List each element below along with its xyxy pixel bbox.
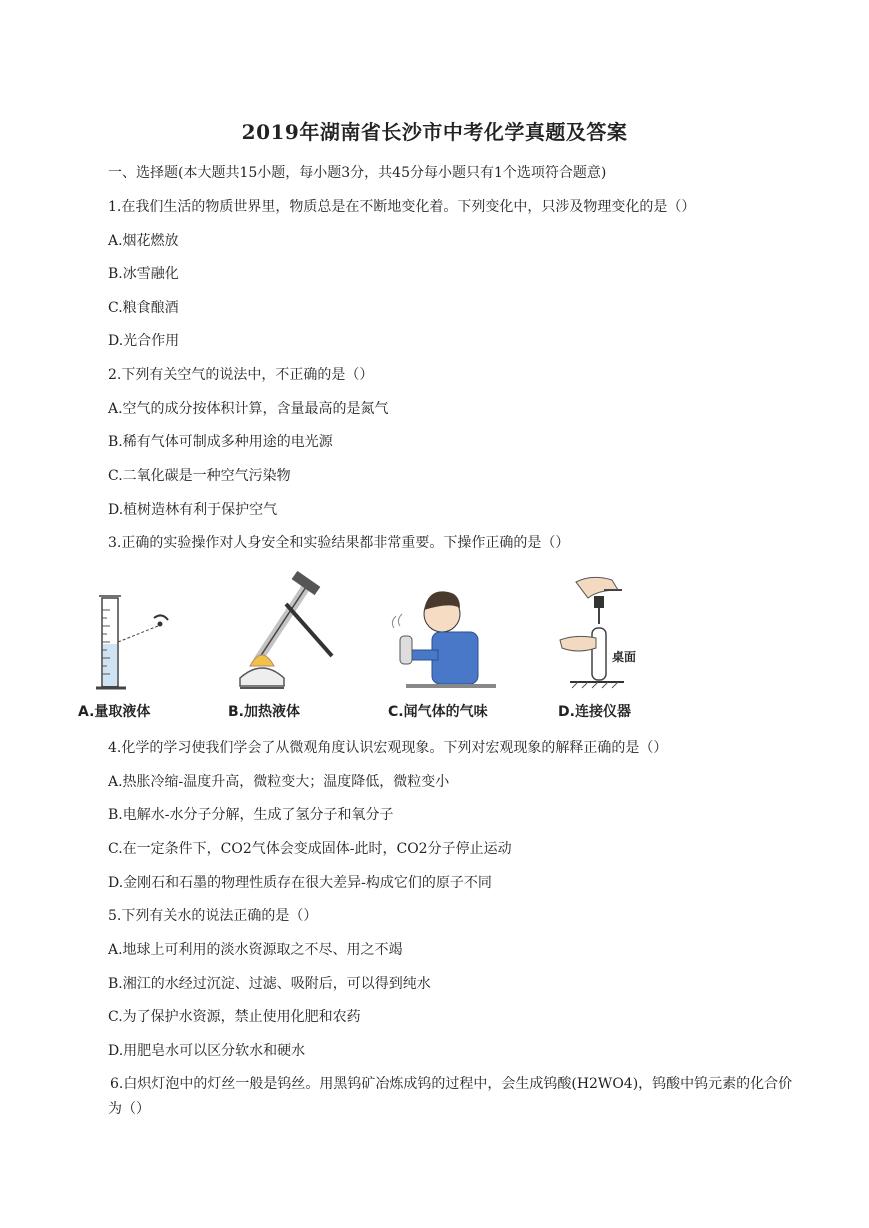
question-5-option-d: D.用肥皂水可以区分软水和硬水 (108, 1043, 306, 1059)
desk-label: 桌面 (612, 650, 637, 664)
question-1-stem: 1.在我们生活的物质世界里，物质总是在不断地变化着。下列变化中，只涉及物理变化的是（） (108, 199, 696, 215)
caption-c: C.闻气体的气味 (388, 704, 488, 720)
question-5-option-a: A.地球上可利用的淡水资源取之不尽、用之不竭 (108, 942, 403, 958)
question-5-option-b: B.湘江的水经过沉淀、过滤、吸附后，可以得到纯水 (108, 976, 431, 992)
question-2-option-a: A.空气的成分按体积计算，含量最高的是氮气 (108, 401, 389, 417)
question-3-stem: 3.正确的实验操作对人身安全和实验结果都非常重要。下操作正确的是（） (108, 535, 570, 551)
question-6-stem: 6.白炽灯泡中的灯丝一般是钨丝。用黑钨矿冶炼成钨的过程中，会生成钨酸(H2WO4)，钨酸中钨元素的化合价为（） (108, 1076, 793, 1117)
figure-connecting-apparatus (552, 570, 692, 730)
graduated-cylinder-illustration (72, 570, 212, 700)
question-5-option-c: C.为了保护水资源，禁止使用化肥和农药 (108, 1009, 361, 1025)
question-1-option-c: C.粮食酿酒 (108, 300, 179, 316)
question-4-stem: 4.化学的学习使我们学会了从微观角度认识宏观现象。下列对宏观现象的解释正确的是（） (108, 740, 668, 756)
caption-a: A.量取液体 (78, 704, 151, 720)
section-heading: 一、选择题(本大题共15小题，每小题3分，共45分每小题只有1个选项符合题意) (108, 165, 607, 181)
heating-test-tube-illustration (222, 570, 362, 700)
question-5-stem: 5.下列有关水的说法正确的是（） (108, 908, 318, 924)
question-2-option-b: B.稀有气体可制成多种用途的电光源 (108, 434, 333, 450)
caption-b: B.加热液体 (228, 704, 300, 720)
question-4-option-c: C.在一定条件下，CO2气体会变成固体-此时，CO2分子停止运动 (108, 841, 512, 857)
caption-d: D.连接仪器 (558, 704, 631, 720)
student-smelling-gas-illustration (382, 570, 522, 700)
question-1-option-d: D.光合作用 (108, 333, 180, 349)
question-2-option-d: D.植树造林有利于保护空气 (108, 502, 278, 518)
page-title: 2019年湖南省长沙市中考化学真题及答案 (241, 120, 628, 144)
question-4-option-d: D.金刚石和石墨的物理性质存在很大差异-构成它们的原子不同 (108, 875, 492, 891)
figure-smelling-gas (382, 570, 522, 730)
question-2-stem: 2.下列有关空气的说法中，不正确的是（） (108, 367, 374, 383)
question-2-option-c: C.二氧化碳是一种空气污染物 (108, 468, 291, 484)
figure-measuring-liquid (72, 570, 212, 730)
question-1-option-b: B.冰雪融化 (108, 266, 179, 282)
question-3-figures (72, 570, 672, 730)
question-1-option-a: A.烟花燃放 (108, 233, 179, 249)
figure-heating-liquid (222, 570, 362, 730)
connecting-apparatus-illustration (552, 570, 692, 700)
question-4-option-b: B.电解水-水分子分解，生成了氢分子和氧分子 (108, 807, 394, 823)
question-4-option-a: A.热胀冷缩-温度升高，微粒变大；温度降低，微粒变小 (108, 774, 450, 790)
